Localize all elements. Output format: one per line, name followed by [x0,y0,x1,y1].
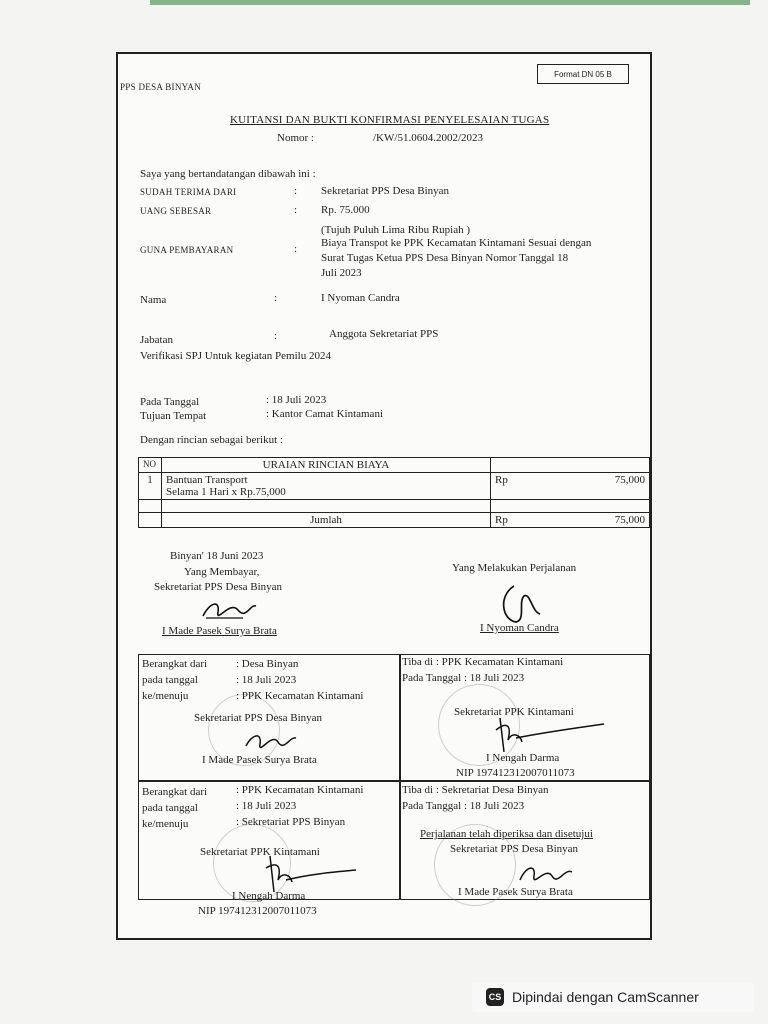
colon: : [294,243,298,255]
traveler-role: Yang Melakukan Perjalanan [452,562,577,574]
nomor-label: Nomor : [277,132,314,144]
trip2-tiba-tanggal: Pada Tanggal : 18 Juli 2023 [402,800,525,812]
table-header-row [139,458,650,473]
trip1-right-org: Sekretariat PPK Kintamani [454,706,574,718]
trip2-approval: Perjalanan telah diperiksa dan disetujui [420,828,593,840]
uang-label: UANG SEBESAR [140,206,212,216]
place-date: Binyan' 18 Juni 2023 [170,550,264,562]
row-uraian [162,473,491,500]
terima-label: SUDAH TERIMA DARI [140,187,237,197]
total-label: Jumlah [162,513,491,528]
trip1-tiba-tanggal: Pada Tanggal : 18 Juli 2023 [402,672,525,684]
row-no: 1 [139,473,162,500]
trip1-left-name: I Made Pasek Surya Brata [202,754,317,766]
nama-label: Nama [140,294,167,306]
nomor-value: /KW/51.0604.2002/2023 [373,132,483,144]
trip2-menuju-value: : Sekretariat PPS Binyan [236,816,346,828]
total-currency: Rp [495,514,508,526]
trip1-tiba: Tiba di : PPK Kecamatan Kintamani [402,656,564,668]
tujuan-value: : Kantor Camat Kintamani [266,408,383,420]
receipt-document [116,52,652,940]
trip1-tanggal-value: : 18 Juli 2023 [236,674,297,686]
trip2-tanggal-label: pada tanggal [142,802,198,814]
camscanner-watermark [472,982,754,1012]
col-no: NO [139,458,162,473]
trip1-left-org: Sekretariat PPS Desa Binyan [194,712,323,724]
trip2-right-org: Sekretariat PPS Desa Binyan [450,843,579,855]
trip2-left-org: Sekretariat PPK Kintamani [200,846,320,858]
trip2-right-signature [516,860,576,888]
trip1-tanggal-label: pada tanggal [142,674,198,686]
format-code: Format DN 05 B [537,64,629,84]
total-amount-cell [491,513,650,528]
payer-role: Yang Membayar, [184,566,260,578]
jabatan-label: Jabatan [140,334,173,346]
colon: : [294,185,298,197]
row-amount-cell [491,473,650,500]
guna-line-1: Biaya Transpot ke PPK Kecamatan Kintamani Sesuai dengan [321,237,592,249]
page-edge [150,0,750,5]
tanggal-label: Pada Tanggal [140,396,200,408]
table-blank-row [139,500,650,513]
row-amount: 75,000 [614,474,645,486]
colon: : [274,330,278,342]
table-total-row [139,513,650,528]
terima-value: Sekretariat PPS Desa Binyan [321,185,450,197]
traveler-signature [496,582,546,626]
terbilang: (Tujuh Puluh Lima Ribu Rupiah ) [321,224,471,236]
trip2-left-name: I Nengah Darma [232,890,306,902]
table-row [139,473,650,500]
traveler-name: I Nyoman Candra [480,622,559,634]
trip1-menuju-label: ke/menuju [142,690,189,702]
trip2-left-nip: NIP 197412312007011073 [198,905,317,917]
document-title: KUITANSI DAN BUKTI KONFIRMASI PENYELESAIAN TUGAS [230,114,550,126]
payer-org: Sekretariat PPS Desa Binyan [154,581,283,593]
trip1-berangkat-value: : Desa Binyan [236,658,299,670]
row-line-1: Bantuan Transport [166,474,248,486]
trip2-berangkat-label: Berangkat dari [142,786,208,798]
payer-signature [198,594,258,624]
trip1-menuju-value: : PPK Kecamatan Kintamani [236,690,364,702]
guna-label: GUNA PEMBAYARAN [140,245,234,255]
trip1-left-signature [242,728,298,754]
rincian-intro: Dengan rincian sebagai berikut : [140,434,283,446]
camscanner-logo: CS [486,988,504,1006]
grid-divider-v [399,654,401,900]
total-amount: 75,000 [614,514,645,526]
org-header: PPS DESA BINYAN [120,82,202,92]
verifikasi-text: Verifikasi SPJ Untuk kegiatan Pemilu 2024 [140,350,331,362]
tanggal-value: : 18 Juli 2023 [266,394,327,406]
trip2-berangkat-value: : PPK Kecamatan Kintamani [236,784,364,796]
uang-value: Rp. 75.000 [321,204,370,216]
jabatan-value: Anggota Sekretariat PPS [329,328,439,340]
guna-line-3: Juli 2023 [321,267,362,279]
camscanner-text: Dipindai dengan CamScanner [512,989,699,1005]
trip1-berangkat-label: Berangkat dari [142,658,208,670]
trip1-right-name: I Nengah Darma [486,752,560,764]
col-uraian: URAIAN RINCIAN BIAYA [162,458,491,473]
colon: : [294,204,298,216]
colon: : [274,292,278,304]
guna-line-2: Surat Tugas Ketua PPS Desa Binyan Nomor Tanggal 18 [321,252,569,264]
intro-text: Saya yang bertandatangan dibawah ini : [140,168,316,180]
cost-table [138,457,650,528]
trip2-tanggal-value: : 18 Juli 2023 [236,800,297,812]
row-currency: Rp [495,474,508,486]
row-line-2: Selama 1 Hari x Rp.75,000 [166,486,286,498]
trip1-right-nip: NIP 197412312007011073 [456,767,575,779]
nama-value: I Nyoman Candra [321,292,400,304]
trip2-tiba: Tiba di : Sekretariat Desa Binyan [402,784,549,796]
col-amount-empty [491,458,650,473]
payer-name: I Made Pasek Surya Brata [162,625,277,637]
trip2-right-name: I Made Pasek Surya Brata [458,886,573,898]
grid-divider-h [138,780,650,782]
tujuan-label: Tujuan Tempat [140,410,207,422]
trip2-menuju-label: ke/menuju [142,818,189,830]
